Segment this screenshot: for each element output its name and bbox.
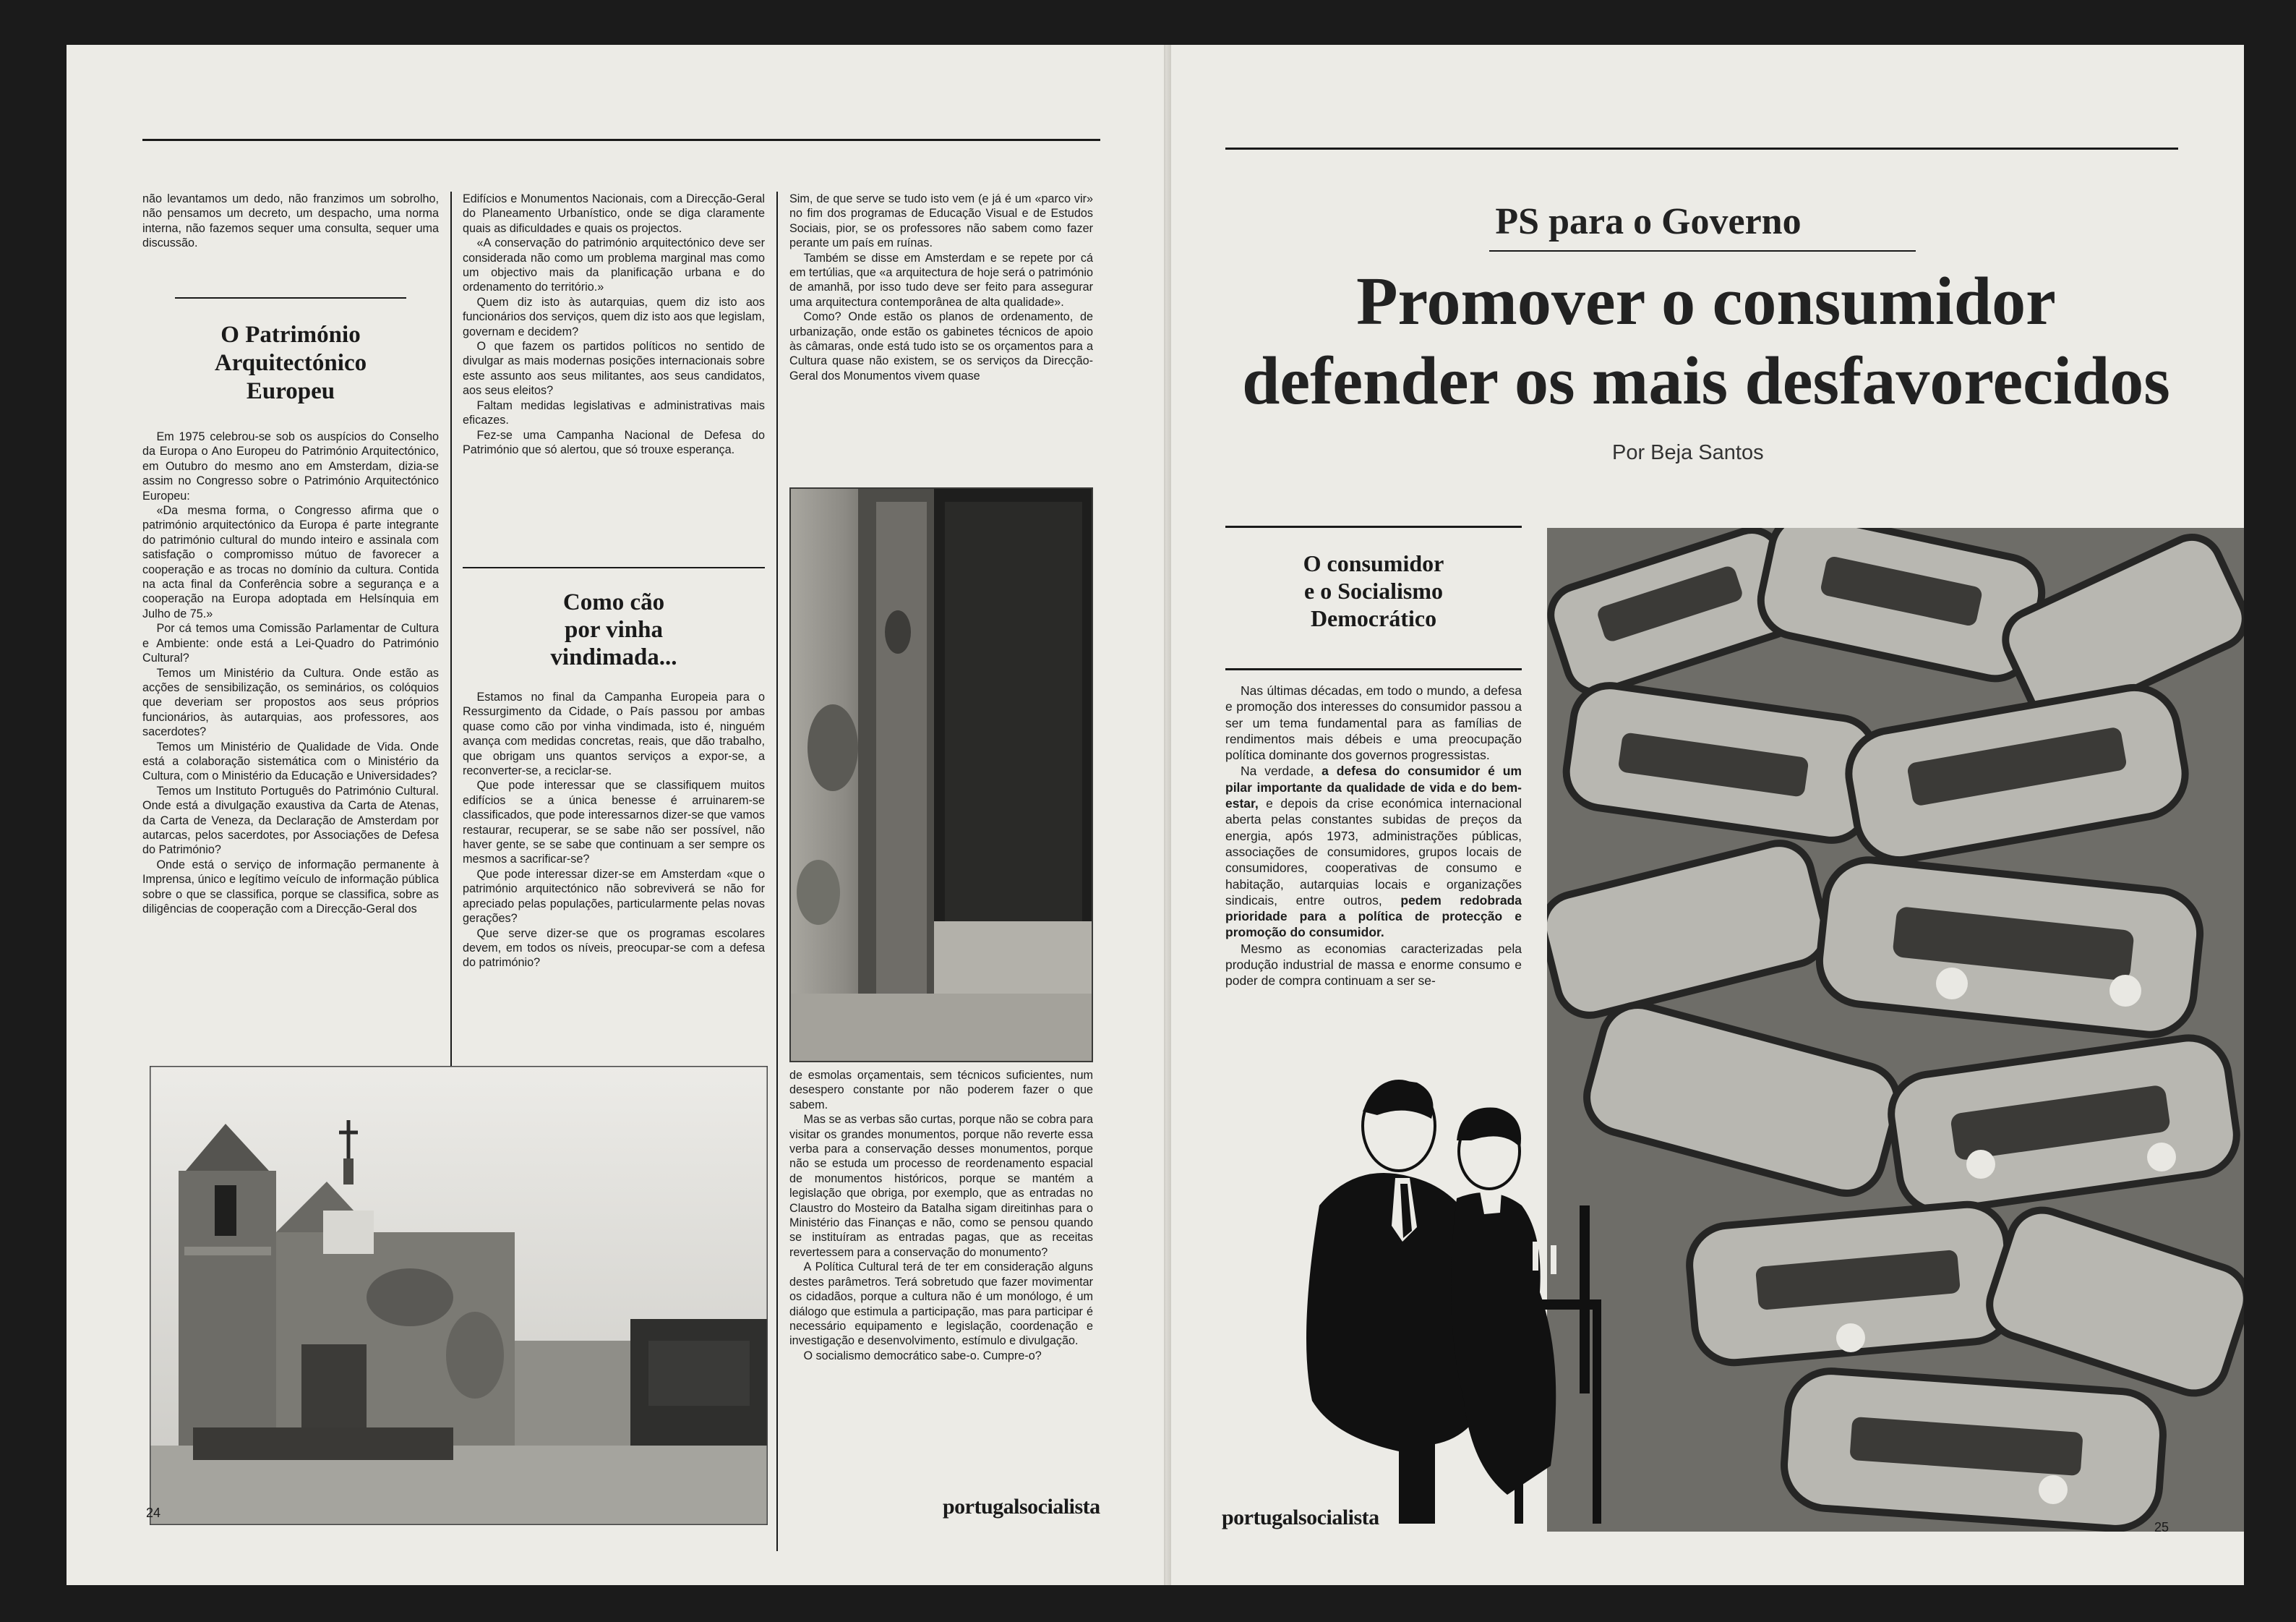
column-divider — [450, 192, 452, 1081]
heading-line: por vinha — [564, 617, 664, 643]
paragraph: O socialismo democrático sabe-o. Cumpre-o? — [803, 1349, 1042, 1362]
right-page — [1171, 45, 2244, 1585]
paragraph: Sim, de que serve se tudo isto vem (e já é um «parco vir» no fim dos programas de Educação Visual e de Estudos Sociais, pior, se os professores não sabem como fazer perante um país em ruínas. — [789, 192, 1093, 250]
top-rule — [142, 139, 1100, 141]
column-1 — [142, 192, 439, 251]
section-rule — [463, 567, 765, 568]
left-page — [67, 45, 1164, 1585]
column-2 — [463, 192, 765, 457]
bold-text-run: a defesa do consumidor é um pilar importante da qualidade de vida e do bem-estar, — [1225, 764, 1522, 811]
heading-line: Arquitectónico — [214, 350, 367, 376]
church-photo — [150, 1066, 768, 1525]
doorway-photo — [789, 487, 1093, 1062]
section-heading — [142, 321, 439, 406]
paragraph: Edifícios e Monumentos Nacionais, com a Direcção-Geral do Planeamento Urbanístico, onde se diga claramente quais as dificuldades e quais os projectos. — [463, 192, 765, 235]
column-divider — [776, 192, 778, 1551]
heading-line: e o Socialismo — [1304, 578, 1443, 604]
church-photo-image — [150, 1066, 768, 1525]
heading-line: O consumidor — [1303, 550, 1444, 576]
text-run: e depois da crise económica internacional aberta pelas constantes subidas de preços da energia, após 1973, administrações públicas, associações de consumidores, grupos locais de consumidores, cooperativas de consumo e habitação, autarquias locais e organizações sindicais, entre outros, — [1225, 796, 1522, 908]
heading-line: vindimada... — [550, 644, 677, 670]
paragraph: O que fazem os partidos políticos no sentido de divulgar as mais modernas posições internacionais sobre este assunto aos seus militantes, aos seus candidatos, aos seus eleitos? — [463, 340, 765, 398]
section-heading — [463, 589, 765, 671]
paragraph: «Da mesma forma, o Congresso afirma que o património arquitectónico da Europa é parte integrante do património cultural do mundo inteiro e assinala com satisfação o compromisso mútuo de favorecer a cooperação e as trocas no domínio da cultura. Contida na acta final da Conferência sobre a segurança e a cooperação na Europa adoptada em Helsínquia em Julho de 75.» — [142, 504, 439, 620]
text-run: Na verdade, — [1241, 764, 1322, 779]
car-junkyard-photo — [1547, 528, 2244, 1532]
column-3 — [789, 192, 1093, 383]
paragraph: A Política Cultural terá de ter em consideração alguns destes parâmetros. Terá sobretudo que fazer movimentar os cidadãos, porque a cultura não é um monólogo, é um diálogo que estimula a participação, mas para participar é necessário equipamento e legislação, coordenação e investigação e desenvolvimento, estímulo e divulgação. — [789, 1260, 1093, 1348]
bold-text-run: pedem redobrada prioridade para a política de protecção e promoção do consumidor. — [1225, 892, 1522, 940]
page-number: 25 — [2154, 1520, 2169, 1535]
page-number: 24 — [146, 1506, 161, 1520]
heading-line: Democrático — [1310, 605, 1437, 631]
paragraph: Temos um Ministério da Cultura. Onde estão as acções de sensibilização, os seminários, os colóquios que deveriam ser propostos aos seus próprios funcionários, às autarquias, aos professores, aos sacerdotes? — [142, 666, 439, 739]
paragraph: Temos um Ministério de Qualidade de Vida. Onde está a colaboração sistemática com o Ministério da Cultura, com o Ministério da Educação e Universidades? — [142, 740, 439, 783]
paragraph: Estamos no final da Campanha Europeia para o Ressurgimento da Cidade, o País passou por ambas quase como cão por vinha vindimada, isto é, ninguém avança com medidas concretas, reais, que dão trabalho, que obrigam uns quantos serviços a expor-se, a reconverter-se, a reciclar-se. — [463, 691, 765, 778]
paragraph: Que pode interessar que se classifiquem muitos edifícios se a única benesse é arruinarem-se classificados, que pode interessarnos dizer-se que vamos restaurar, recuperar, se se sabe não ser possível, não haver gente, se se sabe que continuam a ser sempre os mesmos a sacrificar-se? — [463, 779, 765, 866]
column-3-body — [789, 1068, 1093, 1363]
paragraph: Que pode interessar dizer-se em Amsterdam «que o património arquitectónico não sobreviverá se não for apreciado pelas populações, particularmente pelas novas gerações? — [463, 867, 765, 926]
paragraph: Como? Onde estão os planos de ordenamento, de urbanização, onde estão os gabinetes técnicos de apoio às câmaras, onde está tudo isto se os orçamentos para a Cultura quase não existem, se os serviços da Direcção-Geral dos Monumentos vivem quase — [789, 310, 1093, 383]
section-rule — [1225, 668, 1522, 670]
heading-line: O Património — [220, 322, 361, 348]
paragraph: Mas se as verbas são curtas, porque não se cobra para visitar os grandes monumentos, porque não reverte essa verba para a conservação desses monumentos, porque não se estuda um processo de reordenamento espacial de monumentos históricos, porque se mantém a legislação que obriga, por exemplo, que as entradas no Claustro do Mosteiro da Batalha sigam direitinhas para o Ministério das Finanças e não, como se pensou quando se instituíram as entradas pagas, que as receitas revertessem para a conservação do monumento? — [789, 1113, 1093, 1259]
paragraph: Por cá temos uma Comissão Parlamentar de Cultura e Ambiente: onde está a Lei-Quadro do Património Cultural? — [142, 622, 439, 665]
paragraph: Que serve dizer-se que os programas escolares devem, em todos os níveis, preocupar-se com a defesa do património? — [463, 926, 765, 970]
paragraph: Temos um Instituto Português do Património Cultural. Onde está a divulgação exaustiva da Carta de Atenas, da Carta de Veneza, da Declaração de Amsterdam por autarcas, pelos sacerdotes, por Associações de Defesa do Património? — [142, 784, 439, 857]
paragraph: Quem diz isto às autarquias, quem diz isto aos funcionários dos serviços, quem diz isto aos que legislam, governam e decidem? — [463, 295, 765, 338]
section-heading — [1225, 550, 1522, 632]
top-rule — [1225, 148, 2178, 150]
headline-line-1: Promover o consumidor — [1356, 264, 2056, 339]
magazine-logo: portugalsocialista — [1222, 1506, 1379, 1529]
paragraph — [1225, 763, 1522, 940]
column-2-body — [463, 690, 765, 970]
kicker: PS para o Governo — [1495, 201, 1802, 242]
paragraph: não levantamos um dedo, não franzimos um sobrolho, não pensamos um decreto, um despacho, uma norma interna, não fazemos sequer uma consulta, sequer uma discussão. — [142, 192, 439, 250]
article-column — [1225, 683, 1522, 989]
byline: Por Beja Santos — [1612, 441, 1764, 464]
couple-silhouette-image — [1290, 1061, 1616, 1538]
paragraph: Mesmo as economias caracterizadas pela produção industrial de massa e enorme consumo e poder de compra continuam a ser se- — [1225, 941, 1522, 989]
column-1-body — [142, 430, 439, 916]
paragraph: Também se disse em Amsterdam e se repete por cá em tertúlias, que «a arquitectura de hoje será o património de amanhã, por isso tudo deve ser feito para assegurar uma arquitectura contemporânea de alta qualidade». — [789, 251, 1093, 309]
paragraph: Em 1975 celebrou-se sob os auspícios do Conselho da Europa o Ano Europeu do Património Arquitectónico, em Outubro do mesmo ano em Amsterdam, dizia-se assim no Congresso sobre o Património Arquitectónico Europeu: — [142, 430, 439, 503]
section-rule — [1225, 526, 1522, 528]
section-rule — [175, 297, 406, 299]
headline-line-2: defender os mais desfavorecidos — [1242, 343, 2170, 419]
magazine-logo: portugalsocialista — [943, 1495, 1100, 1519]
paragraph: Fez-se uma Campanha Nacional de Defesa do Património que só alertou, que só trouxe esperança. — [463, 428, 765, 456]
couple-silhouette-illustration — [1290, 1061, 1616, 1538]
doorway-photo-image — [789, 487, 1093, 1062]
car-junkyard-photo-image — [1547, 528, 2244, 1532]
heading-line: Europeu — [246, 378, 335, 404]
paragraph: «A conservação do património arquitectónico deve ser considerada não como um problema marginal mas como um objectivo mais da planificação urbana e do ordenamento do território.» — [463, 236, 765, 294]
paragraph: Faltam medidas legislativas e administrativas mais eficazes. — [463, 398, 765, 427]
paragraph: Nas últimas décadas, em todo o mundo, a defesa e promoção dos interesses do consumidor passou a ser um tema fundamental para as famílias de rendimentos mais débeis e uma preocupação política dominante dos governos progressistas. — [1225, 683, 1522, 763]
paragraph: de esmolas orçamentais, sem técnicos suficientes, num desespero constante por não poderem fazer o que sabem. — [789, 1069, 1093, 1111]
heading-line: Como cão — [562, 589, 665, 615]
paragraph: Onde está o serviço de informação permanente à Imprensa, único e legítimo veículo de informação pública sobre o que se classifica, porque se classifica, sobre as diligências de cooperação com a Direcção-Geral dos — [142, 858, 439, 915]
kicker-underline — [1489, 250, 1916, 252]
